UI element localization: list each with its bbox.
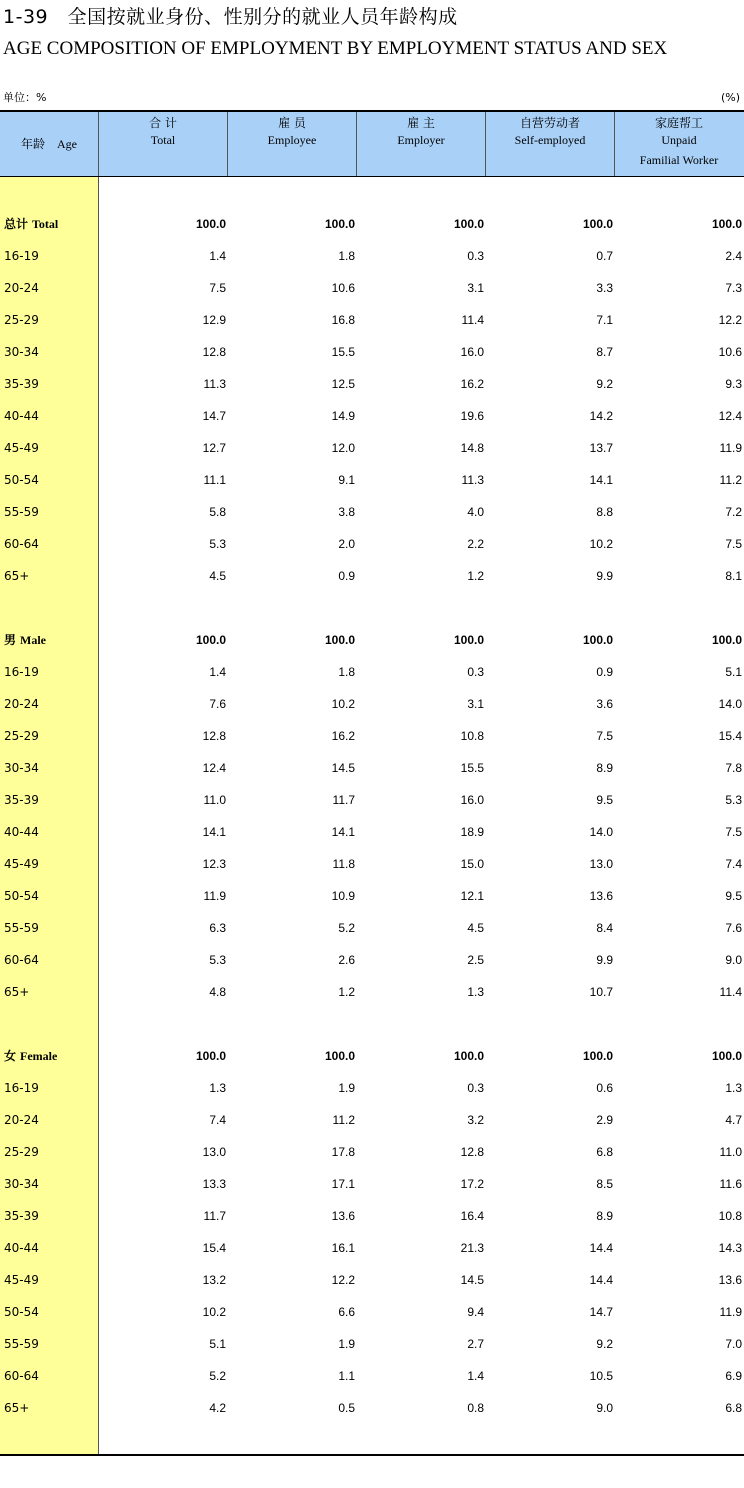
cell-employer: 18.9 [460, 825, 484, 839]
column-header-employee [228, 112, 356, 176]
age-group-label: 65+ [4, 1401, 30, 1415]
cell-self-employed: 9.2 [596, 377, 613, 391]
cell-total: 5.3 [209, 953, 226, 967]
age-group-label: 50-54 [4, 473, 39, 487]
table-row [0, 976, 744, 1008]
table-row [0, 1296, 744, 1328]
cell-employee: 17.1 [331, 1177, 355, 1191]
table-row [0, 720, 744, 752]
cell-employee: 6.6 [338, 1305, 355, 1319]
cell-employer: 2.7 [467, 1337, 484, 1351]
cell-employer: 2.2 [467, 537, 484, 551]
age-header-chinese: 年龄 [20, 137, 45, 151]
age-group-label: 45-49 [4, 441, 39, 455]
age-group-label: 35-39 [4, 1209, 39, 1223]
section-label-chinese: 男 [4, 633, 17, 647]
cell-familial-worker: 100.0 [711, 1049, 742, 1063]
table-row [0, 496, 744, 528]
cell-self-employed: 9.9 [596, 953, 613, 967]
age-group-label: 20-24 [4, 697, 39, 711]
cell-employer: 2.5 [467, 953, 484, 967]
cell-familial-worker: 5.3 [725, 793, 742, 807]
unit-label: 单位：% [3, 91, 47, 104]
cell-employee: 11.7 [332, 793, 355, 807]
table-row [0, 1392, 744, 1424]
cell-employer: 100.0 [453, 217, 484, 231]
cell-familial-worker: 1.3 [725, 1081, 742, 1095]
cell-employer: 16.0 [460, 793, 484, 807]
column-header-english-line2: Familial Worker [639, 153, 719, 167]
cell-familial-worker: 13.6 [718, 1273, 742, 1287]
cell-self-employed: 7.1 [596, 313, 613, 327]
age-group-label: 20-24 [4, 281, 39, 295]
cell-total: 12.3 [202, 857, 226, 871]
cell-self-employed: 14.0 [589, 825, 613, 839]
cell-self-employed: 8.8 [596, 505, 613, 519]
cell-familial-worker: 7.3 [725, 281, 742, 295]
age-group-label: 20-24 [4, 1113, 39, 1127]
cell-familial-worker: 12.4 [718, 409, 742, 423]
cell-employer: 19.6 [460, 409, 484, 423]
table-title-chinese: 1-39 全国按就业身份、性别分的就业人员年龄构成 [3, 6, 458, 28]
cell-total: 12.7 [202, 441, 226, 455]
cell-self-employed: 9.2 [596, 1337, 613, 1351]
cell-total: 12.8 [202, 345, 226, 359]
cell-self-employed: 14.4 [589, 1241, 613, 1255]
cell-familial-worker: 14.3 [718, 1241, 742, 1255]
cell-employee: 5.2 [338, 921, 355, 935]
column-header-self-employed [486, 112, 614, 176]
cell-employee: 1.8 [338, 665, 355, 679]
cell-total: 15.4 [202, 1241, 226, 1255]
cell-total: 13.2 [202, 1273, 226, 1287]
cell-familial-worker: 11.9 [719, 441, 742, 455]
cell-employer: 3.1 [467, 281, 484, 295]
age-group-label: 30-34 [4, 1177, 39, 1191]
age-group-label: 30-34 [4, 345, 39, 359]
cell-total: 11.3 [203, 377, 226, 391]
age-group-label: 45-49 [4, 857, 39, 871]
cell-employee: 16.2 [331, 729, 355, 743]
cell-self-employed: 14.4 [589, 1273, 613, 1287]
cell-total: 1.3 [209, 1081, 226, 1095]
table-row [0, 656, 744, 688]
cell-familial-worker: 14.0 [718, 697, 742, 711]
cell-familial-worker: 7.0 [725, 1337, 742, 1351]
cell-employee: 10.9 [331, 889, 355, 903]
age-group-label: 60-64 [4, 537, 39, 551]
cell-familial-worker: 4.7 [725, 1113, 742, 1127]
table-row [0, 1168, 744, 1200]
cell-self-employed: 10.5 [589, 1369, 613, 1383]
cell-employee: 9.1 [338, 473, 355, 487]
cell-self-employed: 3.6 [596, 697, 613, 711]
cell-familial-worker: 11.6 [719, 1177, 742, 1191]
cell-employer: 4.5 [467, 921, 484, 935]
section-label [4, 1040, 57, 1072]
cell-familial-worker: 7.2 [725, 505, 742, 519]
cell-employee: 10.6 [331, 281, 355, 295]
cell-employee: 14.5 [331, 761, 355, 775]
cell-total: 5.3 [209, 537, 226, 551]
cell-self-employed: 0.9 [596, 665, 613, 679]
section-label-chinese: 女 [4, 1049, 17, 1063]
cell-employee: 0.9 [338, 569, 355, 583]
cell-total: 7.6 [209, 697, 226, 711]
unit-label-percent: (%) [720, 91, 740, 104]
cell-familial-worker: 100.0 [711, 633, 742, 647]
cell-total: 12.8 [202, 729, 226, 743]
age-group-label: 16-19 [4, 665, 39, 679]
cell-familial-worker: 11.2 [719, 473, 742, 487]
cell-employee: 0.5 [338, 1401, 355, 1415]
age-group-label: 35-39 [4, 793, 39, 807]
column-header-english: Employee [267, 133, 317, 147]
table-row [0, 560, 744, 592]
table-row [0, 464, 744, 496]
age-group-label: 16-19 [4, 1081, 39, 1095]
cell-employer: 17.2 [460, 1177, 484, 1191]
cell-self-employed: 14.2 [589, 409, 613, 423]
cell-total: 5.8 [209, 505, 226, 519]
table-row [0, 848, 744, 880]
age-group-label: 50-54 [4, 889, 39, 903]
age-group-label: 25-29 [4, 1145, 39, 1159]
cell-total: 1.4 [209, 249, 226, 263]
cell-total: 12.4 [202, 761, 226, 775]
cell-self-employed: 3.3 [596, 281, 613, 295]
cell-employee: 1.8 [338, 249, 355, 263]
cell-familial-worker: 6.9 [725, 1369, 742, 1383]
cell-self-employed: 2.9 [596, 1113, 613, 1127]
cell-employer: 16.2 [460, 377, 484, 391]
cell-total: 1.4 [209, 665, 226, 679]
cell-familial-worker: 100.0 [711, 217, 742, 231]
age-group-label: 40-44 [4, 1241, 39, 1255]
cell-employer: 12.1 [460, 889, 484, 903]
cell-familial-worker: 15.4 [718, 729, 742, 743]
cell-employee: 2.0 [338, 537, 355, 551]
age-group-label: 45-49 [4, 1273, 39, 1287]
cell-self-employed: 14.7 [589, 1305, 613, 1319]
table-row [0, 1328, 744, 1360]
cell-employee: 16.8 [331, 313, 355, 327]
cell-employer: 10.8 [460, 729, 484, 743]
column-header-english: Employer [397, 133, 445, 147]
cell-employer: 1.2 [467, 569, 484, 583]
age-group-label: 40-44 [4, 825, 39, 839]
cell-employee: 13.6 [331, 1209, 355, 1223]
cell-total: 7.4 [209, 1113, 226, 1127]
cell-self-employed: 7.5 [596, 729, 613, 743]
age-group-label: 60-64 [4, 1369, 39, 1383]
age-header-english: Age [57, 137, 77, 151]
column-header-chinese: 合 计 [149, 116, 177, 130]
cell-total: 4.5 [209, 569, 226, 583]
cell-total: 12.9 [202, 313, 226, 327]
cell-self-employed: 10.7 [589, 985, 613, 999]
cell-familial-worker: 7.5 [725, 825, 742, 839]
cell-familial-worker: 11.9 [719, 1305, 742, 1319]
cell-total: 7.5 [209, 281, 226, 295]
column-header-chinese: 家庭帮工 [654, 116, 703, 130]
cell-self-employed: 9.9 [596, 569, 613, 583]
cell-employer: 1.3 [467, 985, 484, 999]
cell-familial-worker: 9.3 [725, 377, 742, 391]
section-total-row [0, 624, 744, 656]
section-label [4, 208, 58, 240]
cell-familial-worker: 7.6 [725, 921, 742, 935]
cell-employee: 1.2 [338, 985, 355, 999]
cell-self-employed: 8.7 [596, 345, 613, 359]
cell-employee: 1.9 [338, 1337, 355, 1351]
table-row [0, 1264, 744, 1296]
column-header-english: Unpaid [661, 133, 697, 147]
cell-employer: 0.3 [467, 665, 484, 679]
table-row [0, 1200, 744, 1232]
cell-familial-worker: 7.5 [725, 537, 742, 551]
cell-familial-worker: 7.4 [725, 857, 742, 871]
cell-familial-worker: 12.2 [718, 313, 742, 327]
column-header-total [99, 112, 227, 176]
table-row [0, 304, 744, 336]
cell-employee: 12.0 [331, 441, 355, 455]
table-row [0, 944, 744, 976]
header-bottom-rule [0, 176, 744, 177]
age-group-label: 60-64 [4, 953, 39, 967]
cell-employer: 14.5 [460, 1273, 484, 1287]
cell-familial-worker: 9.5 [725, 889, 742, 903]
section-label [4, 624, 46, 656]
table-row [0, 880, 744, 912]
cell-employer: 11.3 [461, 473, 484, 487]
cell-employee: 100.0 [324, 633, 355, 647]
cell-employer: 3.2 [467, 1113, 484, 1127]
table-row [0, 368, 744, 400]
age-group-label: 50-54 [4, 1305, 39, 1319]
column-header-english: Self-employed [514, 133, 586, 147]
cell-employee: 3.8 [338, 505, 355, 519]
cell-employee: 14.1 [331, 825, 355, 839]
cell-familial-worker: 5.1 [725, 665, 742, 679]
section-total-row [0, 208, 744, 240]
column-header-english: Total [150, 133, 176, 147]
cell-employee: 16.1 [331, 1241, 355, 1255]
age-group-label: 25-29 [4, 313, 39, 327]
cell-self-employed: 14.1 [589, 473, 613, 487]
cell-self-employed: 100.0 [582, 217, 613, 231]
cell-familial-worker: 7.8 [725, 761, 742, 775]
cell-employee: 11.2 [332, 1113, 355, 1127]
cell-self-employed: 8.5 [596, 1177, 613, 1191]
cell-employer: 12.8 [460, 1145, 484, 1159]
cell-familial-worker: 2.4 [725, 249, 742, 263]
cell-employer: 9.4 [467, 1305, 484, 1319]
table-row [0, 816, 744, 848]
cell-employee: 15.5 [331, 345, 355, 359]
column-header-chinese: 自营劳动者 [519, 116, 580, 130]
cell-employer: 0.8 [467, 1401, 484, 1415]
cell-self-employed: 9.0 [596, 1401, 613, 1415]
cell-total: 6.3 [209, 921, 226, 935]
table-title-english: AGE COMPOSITION OF EMPLOYMENT BY EMPLOYMENT STATUS AND SEX [3, 38, 668, 59]
table-row [0, 1104, 744, 1136]
cell-self-employed: 10.2 [589, 537, 613, 551]
cell-employer: 16.0 [460, 345, 484, 359]
cell-employee: 100.0 [324, 217, 355, 231]
cell-employer: 100.0 [453, 1049, 484, 1063]
table-row [0, 1232, 744, 1264]
cell-total: 11.0 [203, 793, 226, 807]
cell-total: 5.1 [209, 1337, 226, 1351]
age-group-label: 55-59 [4, 921, 39, 935]
cell-employer: 100.0 [453, 633, 484, 647]
cell-self-employed: 100.0 [582, 633, 613, 647]
cell-employer: 14.8 [460, 441, 484, 455]
section-label-chinese: 总计 [4, 217, 29, 231]
cell-employee: 12.5 [331, 377, 355, 391]
cell-total: 14.7 [202, 409, 226, 423]
age-group-label: 55-59 [4, 1337, 39, 1351]
age-group-label: 65+ [4, 569, 30, 583]
cell-total: 11.7 [203, 1209, 226, 1223]
cell-total: 10.2 [202, 1305, 226, 1319]
age-group-label: 40-44 [4, 409, 39, 423]
table-row [0, 1136, 744, 1168]
table-row [0, 1072, 744, 1104]
column-header-chinese: 雇 员 [278, 116, 306, 130]
age-group-label: 30-34 [4, 761, 39, 775]
table-row [0, 752, 744, 784]
cell-self-employed: 8.9 [596, 761, 613, 775]
age-column-header [0, 112, 98, 176]
cell-self-employed: 0.6 [596, 1081, 613, 1095]
cell-employee: 10.2 [331, 697, 355, 711]
table-row [0, 432, 744, 464]
cell-familial-worker: 10.8 [718, 1209, 742, 1223]
cell-self-employed: 8.9 [596, 1209, 613, 1223]
cell-familial-worker: 6.8 [725, 1401, 742, 1415]
age-group-label: 35-39 [4, 377, 39, 391]
table-row [0, 272, 744, 304]
column-header-employer [357, 112, 485, 176]
cell-total: 13.3 [202, 1177, 226, 1191]
cell-total: 100.0 [195, 1049, 226, 1063]
cell-employer: 1.4 [467, 1369, 484, 1383]
cell-self-employed: 13.7 [589, 441, 613, 455]
cell-familial-worker: 11.4 [719, 985, 742, 999]
cell-employer: 21.3 [460, 1241, 484, 1255]
cell-employer: 16.4 [460, 1209, 484, 1223]
cell-total: 100.0 [195, 633, 226, 647]
cell-employer: 3.1 [467, 697, 484, 711]
cell-employee: 1.1 [338, 1369, 355, 1383]
cell-employee: 100.0 [324, 1049, 355, 1063]
age-group-label: 16-19 [4, 249, 39, 263]
cell-total: 4.8 [209, 985, 226, 999]
bottom-rule [0, 1454, 744, 1456]
age-group-label: 65+ [4, 985, 30, 999]
cell-self-employed: 8.4 [596, 921, 613, 935]
cell-total: 4.2 [209, 1401, 226, 1415]
cell-total: 100.0 [195, 217, 226, 231]
table-row [0, 528, 744, 560]
cell-employer: 15.0 [460, 857, 484, 871]
cell-familial-worker: 10.6 [718, 345, 742, 359]
cell-total: 11.1 [203, 473, 226, 487]
section-label-english: Male [20, 633, 47, 647]
section-total-row [0, 1040, 744, 1072]
cell-self-employed: 13.6 [589, 889, 613, 903]
table-row [0, 784, 744, 816]
table-row [0, 240, 744, 272]
table-row [0, 336, 744, 368]
table-header [0, 112, 744, 176]
table-row [0, 400, 744, 432]
column-header-chinese: 雇 主 [407, 116, 435, 130]
section-label-english: Female [20, 1049, 58, 1063]
cell-familial-worker: 9.0 [725, 953, 742, 967]
cell-familial-worker: 8.1 [725, 569, 742, 583]
age-group-label: 25-29 [4, 729, 39, 743]
cell-employer: 4.0 [467, 505, 484, 519]
cell-familial-worker: 11.0 [719, 1145, 742, 1159]
table-row [0, 1360, 744, 1392]
cell-employee: 2.6 [338, 953, 355, 967]
cell-employer: 0.3 [467, 1081, 484, 1095]
cell-employee: 12.2 [331, 1273, 355, 1287]
cell-employee: 14.9 [331, 409, 355, 423]
section-label-english: Total [32, 217, 59, 231]
cell-self-employed: 13.0 [589, 857, 613, 871]
cell-employer: 0.3 [467, 249, 484, 263]
table-row [0, 912, 744, 944]
cell-employee: 11.8 [332, 857, 355, 871]
cell-total: 5.2 [209, 1369, 226, 1383]
cell-employer: 11.4 [461, 313, 484, 327]
cell-self-employed: 0.7 [596, 249, 613, 263]
table-row [0, 688, 744, 720]
cell-total: 14.1 [202, 825, 226, 839]
cell-self-employed: 100.0 [582, 1049, 613, 1063]
cell-total: 13.0 [202, 1145, 226, 1159]
cell-employee: 1.9 [338, 1081, 355, 1095]
cell-total: 11.9 [203, 889, 226, 903]
cell-self-employed: 9.5 [596, 793, 613, 807]
cell-employer: 15.5 [460, 761, 484, 775]
age-group-label: 55-59 [4, 505, 39, 519]
column-header-familial-worker [615, 112, 743, 176]
cell-self-employed: 6.8 [596, 1145, 613, 1159]
cell-employee: 17.8 [331, 1145, 355, 1159]
